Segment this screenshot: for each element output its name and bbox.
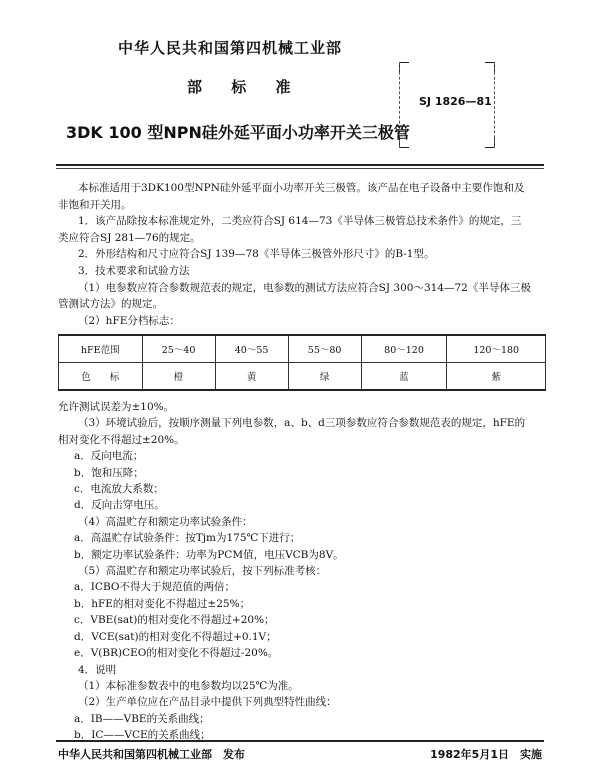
table-cell: 色 标: [59, 363, 143, 391]
paragraph: （1）电参数应符合参数规范表的规定，电参数的测试方法应符合SJ 300～314—72《半导体三极: [78, 281, 531, 294]
footer-effective-date: 1982年5月1日 实施: [430, 748, 542, 761]
list-item: c．电流放大系数；: [74, 483, 164, 496]
table-row: [59, 335, 546, 363]
list-item: a．反向电流；: [74, 450, 144, 463]
list-item: d．反向击穿电压。: [74, 499, 165, 512]
paragraph: 管测试方法》的规定。: [58, 298, 163, 311]
table-cell: 橙: [142, 363, 215, 391]
list-item: b．hFE的相对变化不得超过±25%；: [74, 597, 251, 610]
table-cell: 紫: [447, 363, 546, 391]
paragraph: （4）高温贮存和额定功率试验条件：: [78, 515, 253, 528]
standard-type-char: 部: [187, 78, 203, 96]
list-item: e．V(BR)CEO的相对变化不得超过-20%。: [74, 647, 279, 660]
list-item: a．IB——VBE的关系曲线；: [74, 712, 210, 725]
paragraph: 1．该产品除按本标准规定外，二类应符合SJ 614—73《半导体三极管总技术条件》的规定，三: [78, 215, 522, 228]
paragraph: （3）环境试验后，按顺序测量下列电参数，a、b、d三项参数应符合参数规范表的规定，hFE的: [78, 417, 526, 430]
table-cell: 120～180: [447, 335, 546, 363]
table-cell: 绿: [288, 363, 361, 391]
paragraph: 3．技术要求和试验方法: [78, 264, 190, 277]
standard-code: SJ 1826—81: [419, 95, 492, 108]
document-title: 3DK 100 型NPN硅外延平面小功率开关三极管: [66, 123, 410, 142]
paragraph: （2）hFE分档标志：: [78, 314, 180, 327]
table-cell: 黄: [215, 363, 288, 391]
list-item: b．IC——VCE的关系曲线；: [74, 729, 211, 742]
paragraph: （2）生产单位应在产品目录中提供下列典型特性曲线：: [78, 696, 337, 709]
list-item: a．高温贮存试验条件：按Tjm为175℃下进行；: [74, 532, 301, 545]
title-rule: [56, 164, 544, 166]
paragraph: 非饱和开关用。: [58, 198, 132, 211]
footer-issuer: 中华人民共和国第四机械工业部 发布: [58, 748, 245, 761]
paragraph: （5）高温贮存和额定功率试验后，按下列标准考核：: [78, 565, 327, 578]
table-cell: 40～55: [215, 335, 288, 363]
paragraph: 相对变化不得超过±20%。: [58, 433, 185, 446]
paragraph: 本标准适用于3DK100型NPN硅外延平面小功率开关三极管。该产品在电子设备中主要作饱和及: [78, 182, 525, 194]
hfe-grade-table: [58, 334, 546, 391]
list-item: b．饱和压降；: [74, 466, 144, 479]
standard-type-label: [187, 76, 315, 97]
table-cell: hFE范围: [59, 335, 143, 363]
standard-type-char: 标: [231, 78, 247, 96]
list-item: b．额定功率试验条件：功率为PCM值，电压VCB为8V。: [74, 548, 344, 561]
list-item: c．VBE(sat)的相对变化不得超过+20%；: [74, 614, 275, 627]
intro-section: [58, 180, 548, 329]
table-row: [59, 363, 546, 391]
requirements-section: [58, 399, 548, 744]
table-cell: 80～120: [361, 335, 447, 363]
list-item: a．ICBO不得大于规范值的两倍；: [74, 581, 235, 594]
title-rule-thin: [56, 168, 544, 169]
paragraph: 允许测试误差为±10%。: [58, 401, 175, 413]
table-cell: 25～40: [142, 335, 215, 363]
table-cell: 55～80: [288, 335, 361, 363]
standard-code-box: [399, 62, 495, 148]
issuing-organization: 中华人民共和国第四机械工业部: [118, 39, 343, 57]
section-heading: 4．说明: [78, 663, 117, 676]
list-item: d．VCE(sat)的相对变化不得超过+0.1V；: [74, 630, 277, 643]
paragraph: 2．外形结构和尺寸应符合SJ 139—78《半导体三极管外形尺寸》的B-1型。: [78, 248, 435, 261]
footer-rule: [56, 740, 544, 742]
table-cell: 蓝: [361, 363, 447, 391]
standard-type-char: 准: [275, 78, 291, 96]
paragraph: （1）本标准参数表中的电参数均以25℃为准。: [78, 679, 299, 692]
paragraph: 类应符合SJ 281—76的规定。: [58, 231, 201, 244]
